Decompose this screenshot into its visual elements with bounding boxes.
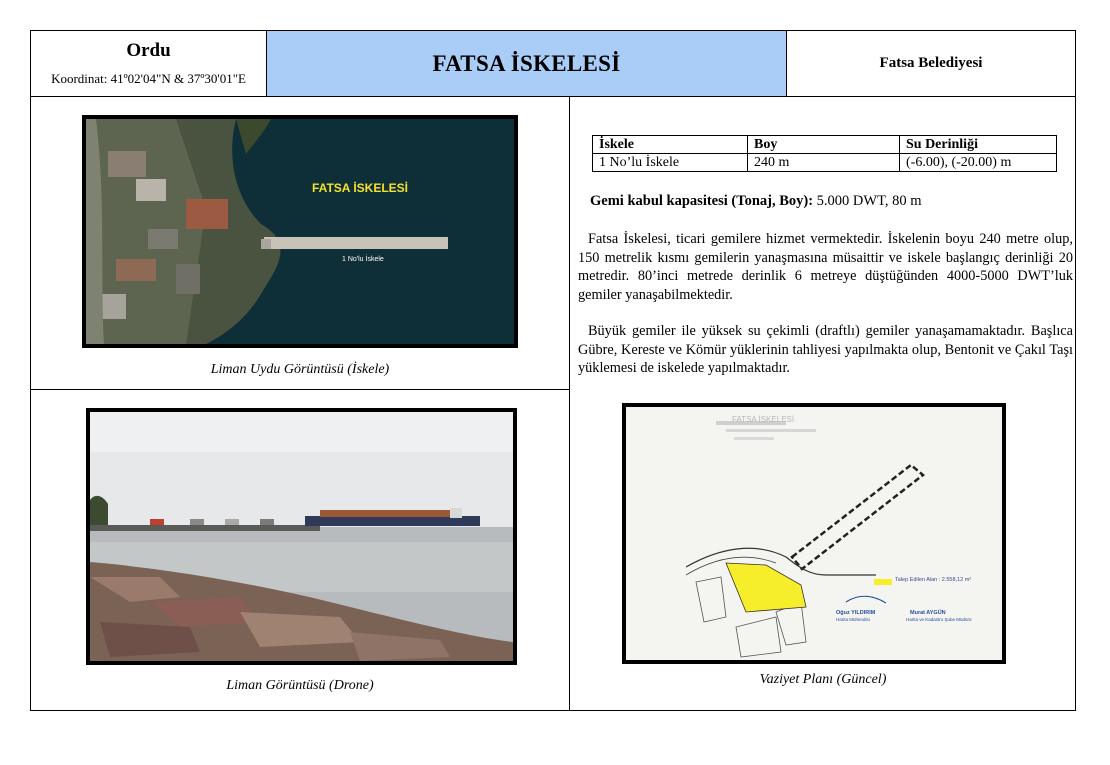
table-cell: (-6.00), (-20.00) m <box>900 154 1057 172</box>
site-plan-image <box>622 403 1006 664</box>
column-header: Boy <box>748 136 900 154</box>
page-title: FATSA İSKELESİ <box>432 50 621 76</box>
column-header: İskele <box>593 136 748 154</box>
column-header: Su Derinliği <box>900 136 1057 154</box>
satellite-image <box>82 115 518 348</box>
satellite-drawing <box>86 119 514 344</box>
capacity-value: 5.000 DWT, 80 m <box>813 193 922 209</box>
satellite-caption: Liman Uydu Görüntüsü (İskele) <box>210 362 390 377</box>
capacity-line <box>590 193 922 210</box>
location-cell <box>31 31 267 97</box>
drone-drawing <box>90 412 513 661</box>
municipality-name: Fatsa Belediyesi <box>879 55 983 71</box>
city-name: Ordu <box>126 40 171 61</box>
signer1-name: Oğuz YILDIRIM <box>836 610 876 616</box>
coordinates: Koordinat: 41º02'04"N & 37º30'01"E <box>51 71 246 86</box>
satellite-overlay-title: FATSA İSKELESİ <box>312 181 409 195</box>
site-plan-drawing <box>626 407 1002 660</box>
signer2-name: Murat AYGÜN <box>910 610 946 616</box>
row-divider <box>31 389 569 390</box>
requested-area-note: Talep Edilen Alan : 2.558,12 m² <box>895 577 972 583</box>
drone-image <box>86 408 517 665</box>
document-frame <box>30 30 1076 711</box>
drone-caption: Liman Görüntüsü (Drone) <box>226 678 374 693</box>
table-cell: 240 m <box>748 154 900 172</box>
description-paragraph: Büyük gemiler ile yüksek su çekimli (draftlı) gemiler yanaşamamaktadır. Başlıca Gübre, Kereste ve Kömür yüklerinin tahliyesi yapılmakta olup, Bentonit ve Çakıl Taşı yüklemesi de iskelede yapılmaktadır. <box>578 323 1073 377</box>
table-header-row <box>593 136 1057 154</box>
column-divider <box>569 97 570 710</box>
spec-table <box>592 135 1057 172</box>
site-plan-caption: Vaziyet Planı (Güncel) <box>759 672 887 687</box>
signer2-role: Harita ve Kadastro Şube Müdürü <box>906 617 972 622</box>
plan-header-text: FATSA İSKELESİ <box>732 415 795 424</box>
table-row <box>593 154 1057 172</box>
signer1-role: Harita Mühendisi <box>836 617 870 622</box>
description-paragraph: Fatsa İskelesi, ticari gemilere hizmet vermektedir. İskelenin boyu 240 metre olup, 150 metrelik kısmı gemilerin yanaşmasına müsaittir ve iskele başlangıç derinliği 20 metredir. 80’inci metrede derinlik 6 metreye düştüğünden 4000-5000 DWT’luk gemiler yanaşabilmektedir. <box>578 231 1073 303</box>
table-cell: 1 No’lu İskele <box>593 154 748 172</box>
title-cell <box>267 31 787 97</box>
municipality-cell <box>787 31 1075 97</box>
pier-label: 1 No'lu İskele <box>342 256 384 263</box>
capacity-label: Gemi kabul kapasitesi (Tonaj, Boy): <box>590 193 814 209</box>
